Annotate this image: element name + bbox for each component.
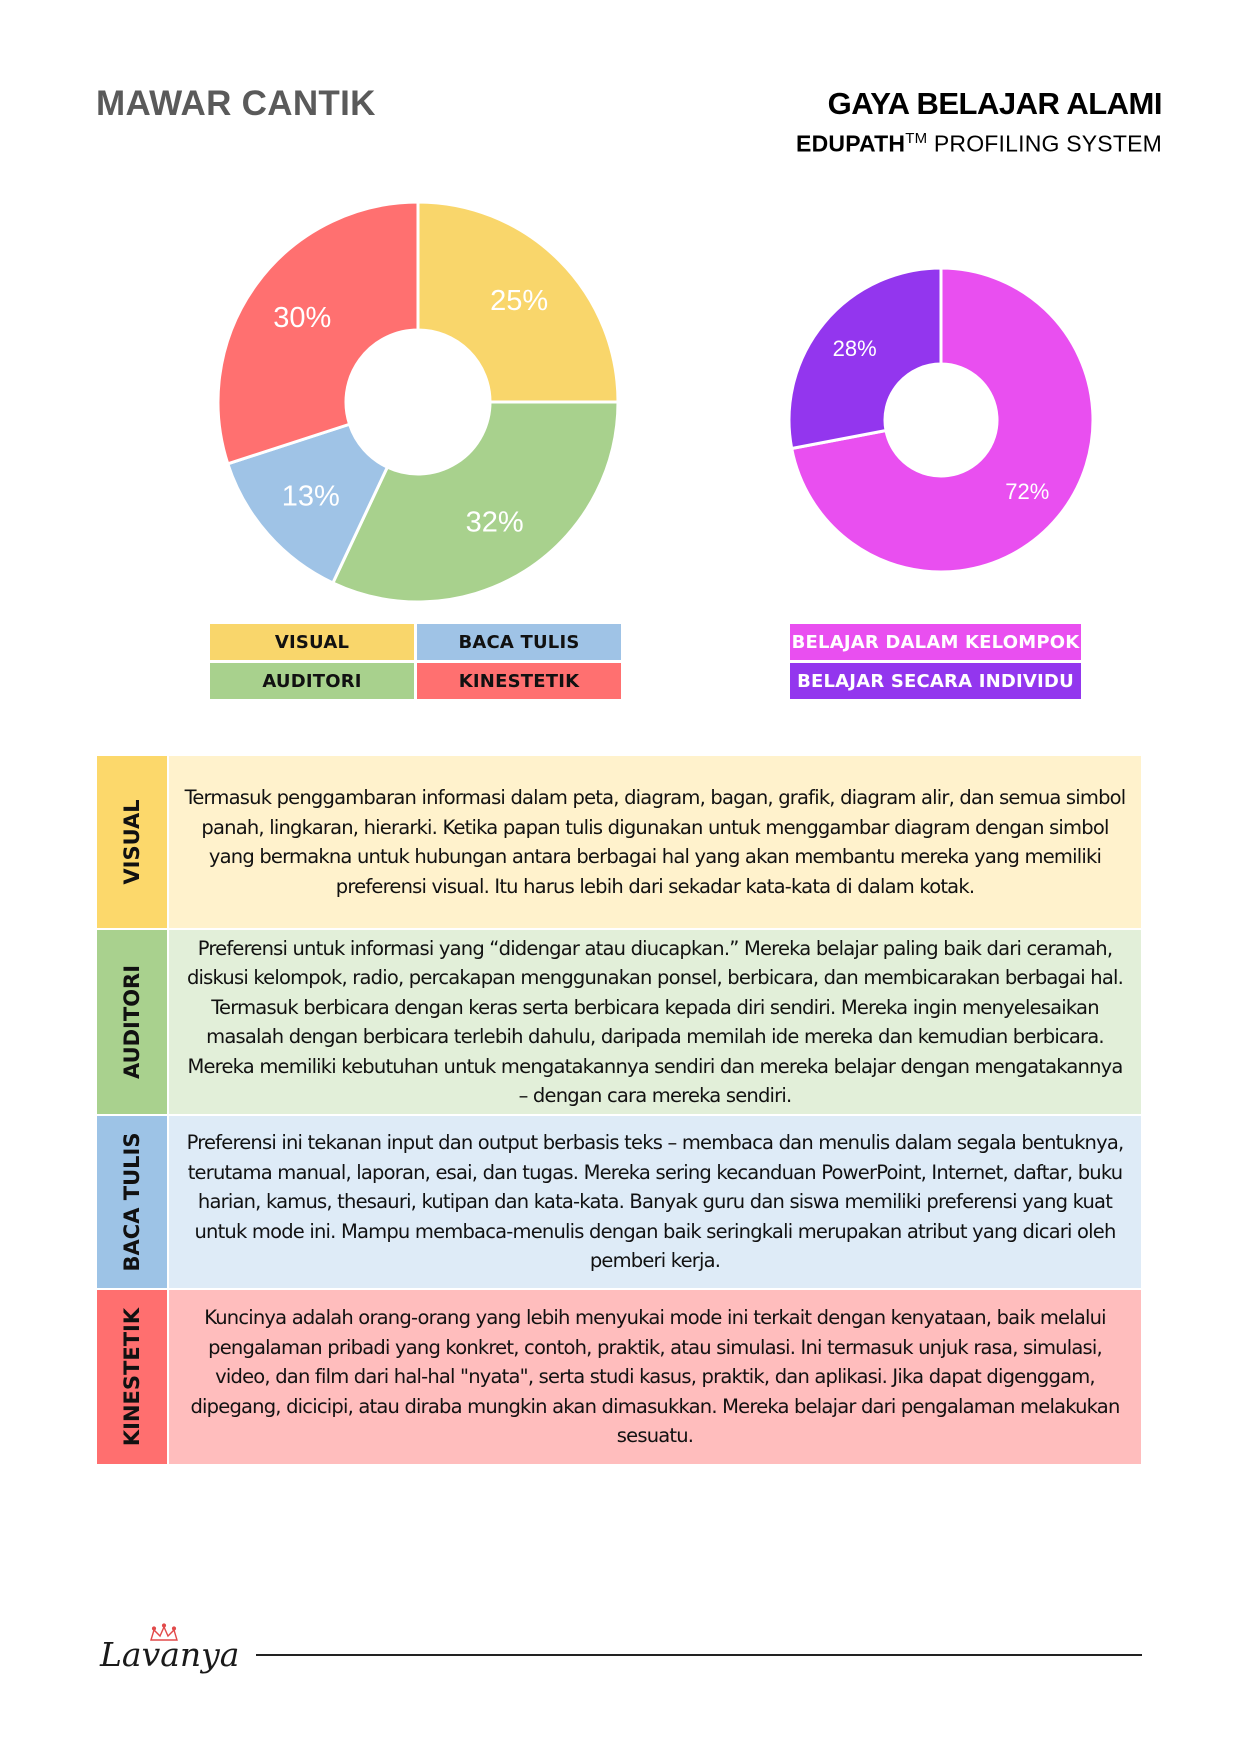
- logo-wordmark: Lavanya: [100, 1635, 240, 1674]
- row-description: Termasuk penggambaran informasi dalam peta, diagram, bagan, grafik, diagram alir, dan semua simbol panah, lingkaran, hierarki. Ketika papan tulis digunakan untuk menggambar diagram dengan simbol yang bermakna untuk hubungan antara berbagai hal yang akan membantu mereka yang memiliki preferensi visual. Itu harus lebih dari sekadar kata-kata di dalam kotak.: [169, 756, 1141, 928]
- row-description: Preferensi untuk informasi yang “didengar atau diucapkan.” Mereka belajar paling baik dari ceramah, diskusi kelompok, radio, percakapan menggunakan ponsel, berbicara, dan membicarakan berbagai hal. Termasuk berbicara dengan keras serta berbicara kepada diri sendiri. Mereka ingin menyelesaikan masalah dengan berbicara terlebih dahulu, daripada memilah ide mereka dan kemudian berbicara. Mereka memiliki kebutuhan untuk mengatakannya sendiri dan mereka belajar dengan mengatakannya – dengan cara mereka sendiri.: [169, 930, 1141, 1114]
- legend-item-kinestetik: KINESTETIK: [417, 663, 621, 699]
- row-label: BACA TULIS: [120, 1132, 144, 1272]
- lavanya-logo: [96, 1618, 246, 1678]
- row-label-cell: [97, 1116, 169, 1288]
- donut-chart-1: [218, 202, 618, 602]
- row-description: Preferensi ini tekanan input dan output berbasis teks – membaca dan menulis dalam segala bentuknya, terutama manual, laporan, esai, dan tugas. Mereka sering kecanduan PowerPoint, Internet, daftar, buku harian, kamus, thesauri, kutipan dan kata-kata. Banyak guru dan siswa memiliki preferensi yang kuat untuk mode ini. Mampu membaca-menulis dengan baik seringkali merupakan atribut yang dicari oleh pemberi kerja.: [169, 1116, 1141, 1288]
- report-title: GAYA BELAJAR ALAMI: [827, 86, 1162, 121]
- slice-label-baca-tulis: 13%: [281, 480, 340, 513]
- description-table: [97, 756, 1141, 1466]
- row-label: KINESTETIK: [120, 1307, 144, 1447]
- slice-label-belajar-secara-individu: 28%: [832, 336, 877, 362]
- trademark: TM: [905, 130, 928, 147]
- row-label: AUDITORI: [120, 964, 144, 1080]
- slice-label-belajar-dalam-kelompok: 72%: [1005, 478, 1050, 504]
- legend-item-auditori: AUDITORI: [210, 663, 414, 699]
- learning-style-legend: [210, 624, 621, 699]
- group-style-legend: [790, 624, 1081, 699]
- description-row-visual: [97, 756, 1141, 930]
- legend-item-belajar-secara-individu: BELAJAR SECARA INDIVIDU: [790, 663, 1081, 699]
- row-label-cell: [97, 756, 169, 928]
- description-row-auditori: [97, 930, 1141, 1116]
- legend-item-baca-tulis: BACA TULIS: [417, 624, 621, 660]
- slice-label-visual: 25%: [490, 284, 549, 317]
- legend-item-belajar-dalam-kelompok: BELAJAR DALAM KELOMPOK: [790, 624, 1081, 660]
- footer-divider: [256, 1654, 1142, 1656]
- slice-label-kinestetik: 30%: [273, 301, 332, 334]
- row-label-cell: [97, 1290, 169, 1464]
- description-row-baca-tulis: [97, 1116, 1141, 1290]
- brand-name: EDUPATH: [796, 130, 906, 157]
- legend-item-visual: VISUAL: [210, 624, 414, 660]
- donut-chart-2: [789, 268, 1093, 572]
- slice-auditori: [333, 402, 618, 602]
- row-label: VISUAL: [120, 799, 144, 885]
- description-row-kinestetik: [97, 1290, 1141, 1466]
- row-label-cell: [97, 930, 169, 1114]
- student-name: MAWAR CANTIK: [96, 84, 376, 123]
- row-description: Kuncinya adalah orang-orang yang lebih menyukai mode ini terkait dengan kenyataan, baik melalui pengalaman pribadi yang konkret, contoh, praktik, atau simulasi. Ini termasuk unjuk rasa, simulasi, video, dan film dari hal-hal "nyata", serta studi kasus, praktik, dan aplikasi. Jika dapat digenggam, dipegang, dicicipi, atau diraba mungkin akan dimasukkan. Mereka belajar dari pengalaman melakukan sesuatu.: [169, 1290, 1141, 1464]
- subtitle-rest: PROFILING SYSTEM: [927, 130, 1162, 157]
- slice-label-auditori: 32%: [465, 506, 524, 539]
